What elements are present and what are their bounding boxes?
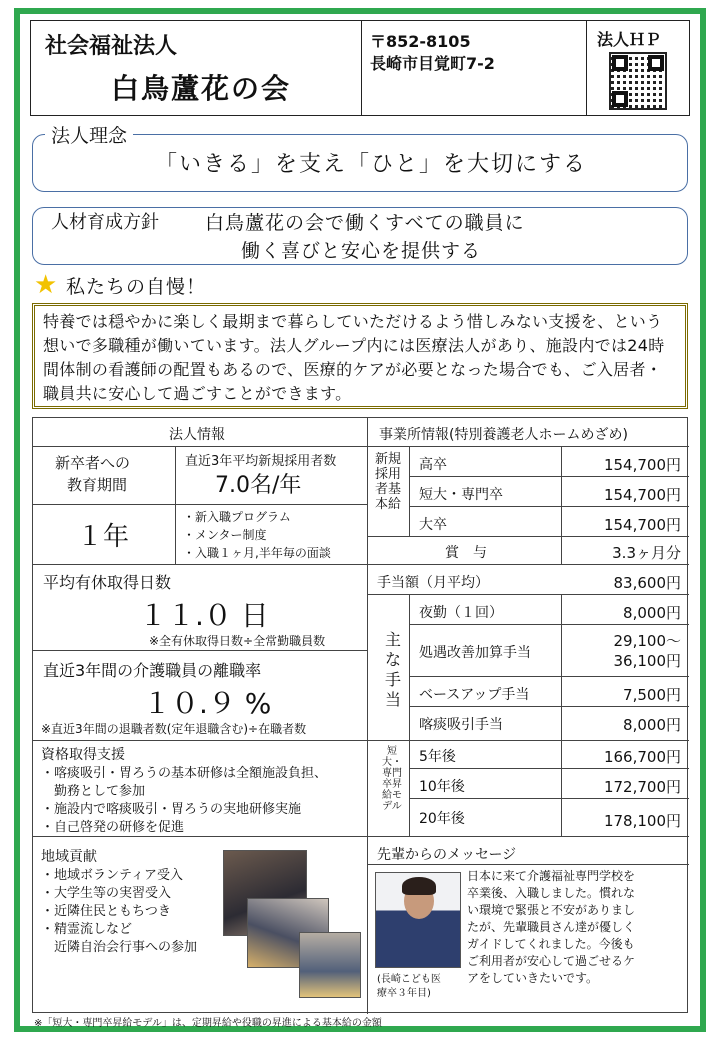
program-item: ・メンター制度 [183, 528, 267, 542]
philosophy-text: 「いきる」を支え「ひと」を大切にする [155, 152, 588, 177]
org-name-box [30, 20, 362, 116]
salary-value: 154,700円 [603, 456, 681, 474]
community-item: ・近隣住民ともちつき [41, 904, 171, 919]
corp-info-title: 法人情報 [169, 427, 225, 443]
training-policy-box [32, 207, 688, 265]
message-line: ご利用者が安心して過ごせるケ [467, 954, 636, 968]
salary-label: 大卒 [419, 517, 447, 533]
qualification-item: ・自己啓発の研修を促進 [41, 820, 185, 835]
training-period-label-1: 新卒者への [55, 454, 131, 472]
photo-caption: (長崎こども医 [377, 974, 441, 985]
leave-value: １１.０ 日 [139, 599, 269, 632]
message-line: 日本に来て介護福祉専門学校を [467, 869, 636, 883]
address-box [361, 20, 587, 116]
starting-salary-label: 新規採用者基本給 [374, 452, 401, 512]
bonus-label: 賞 与 [445, 545, 487, 561]
star-icon: ★ [34, 270, 58, 300]
address: 長崎市目覚町7-2 [370, 54, 495, 73]
senior-staff-photo [375, 872, 461, 968]
turnover-note: ※直近3年間の退職者数(定年退職含む)÷在職者数 [41, 722, 307, 736]
message-title: 先輩からのメッセージ [377, 847, 517, 863]
qualification-item: ・喀痰吸引・胃ろうの基本研修は全額施設負担、 [41, 766, 328, 781]
program-item: ・新入職プログラム [183, 510, 291, 524]
community-photo [299, 932, 361, 998]
raise-value: 166,700円 [603, 748, 681, 766]
message-line: 卒業後、入職しました。慣れな [467, 886, 636, 900]
main-allowances-label: 主な手当 [385, 630, 402, 709]
message-line: い環境で緊張と不安がありまし [467, 903, 636, 917]
qr-code-icon[interactable] [609, 52, 667, 110]
qualification-item: ・施設内で喀痰吸引・胃ろうの実地研修実施 [41, 802, 302, 817]
raise-value: 172,700円 [603, 778, 681, 796]
salary-value: 154,700円 [603, 486, 681, 504]
office-info-title: 事業所情報(特別養護老人ホームめざめ) [379, 427, 628, 443]
allowance-value: 7,500円 [623, 686, 681, 704]
info-grid [32, 417, 688, 1013]
bonus-value: 3.3ヶ月分 [612, 544, 681, 562]
allowance-value: 8,000円 [623, 716, 681, 734]
qualification-item: 勤務として参加 [41, 784, 146, 799]
raise-value: 178,100円 [603, 812, 681, 830]
raise-label: 5年後 [419, 749, 456, 765]
hires-label: 直近3年平均新規採用者数 [185, 454, 337, 469]
community-item: ・精霊流しなど [41, 922, 133, 937]
allowance-label: ベースアップ手当 [419, 687, 530, 703]
postal-code: 〒852-8105 [370, 32, 471, 51]
qualification-title: 資格取得支援 [41, 747, 125, 763]
salary-label: 高卒 [419, 457, 447, 473]
training-policy-label: 人材育成方針 [45, 208, 165, 234]
photo-caption: 療卒３年目) [377, 988, 431, 999]
message-line: アをしていきたいです。 [467, 971, 599, 985]
allowance-label: 夜勤（１回） [419, 605, 503, 621]
philosophy-label: 法人理念 [45, 121, 133, 148]
community-title: 地域貢献 [41, 849, 97, 865]
homepage-label: 法人ＨＰ [597, 30, 662, 49]
salary-label: 短大・専門卒 [419, 487, 503, 503]
allowance-total-value: 83,600円 [613, 574, 681, 592]
allowance-label: 処遇改善加算手当 [419, 645, 531, 661]
turnover-label: 直近3年間の介護職員の離職率 [43, 661, 262, 680]
org-type: 社会福祉法人 [45, 34, 178, 59]
org-name: 白鳥蘆花の会 [111, 72, 292, 105]
allowance-total-label: 手当額（月平均） [377, 575, 489, 591]
message-line: たが、先輩職員さん達が優しく [467, 920, 636, 934]
philosophy-box [32, 125, 688, 192]
message-text [467, 868, 685, 987]
allowance-value-2: 36,100円 [613, 652, 681, 670]
leave-label: 平均有休取得日数 [43, 573, 172, 592]
raise-label: 10年後 [419, 779, 465, 795]
allowance-label: 喀痰吸引手当 [419, 717, 503, 733]
hires-value: 7.0名/年 [215, 473, 302, 498]
salary-value: 154,700円 [603, 516, 681, 534]
pride-heading: 私たちの自慢！ [66, 276, 207, 298]
training-period-label-2: 教育期間 [67, 476, 128, 494]
training-policy-line1: 白鳥蘆花の会で働くすべての職員に [205, 212, 525, 234]
training-period-value: １年 [77, 522, 130, 552]
program-item: ・入職１ヶ月,半年毎の面談 [183, 546, 331, 560]
message-line: ガイドしてくれました。今後も [467, 937, 635, 951]
leave-note: ※全有休取得日数÷全常勤職員数 [149, 634, 326, 648]
community-item: ・地域ボランティア受入 [41, 868, 183, 883]
allowance-value: 8,000円 [623, 604, 681, 622]
raise-label: 20年後 [419, 811, 465, 827]
footnote: ※「短大・専門卒昇給モデル」は、定期昇給や役職の昇進による基本給の金額 [34, 1018, 382, 1029]
turnover-value: １０.９ % [143, 687, 272, 720]
training-policy-line2: 働く喜びと安心を提供する [241, 240, 482, 262]
community-item: ・大学生等の実習受入 [41, 886, 172, 901]
raise-model-label: 短大・専門卒昇給モデル [382, 746, 402, 812]
pride-text: 特養では穏やかに楽しく最期まで暮らしていただけるよう惜しみない支援を、という想いで多職種が働いています。法人グループ内には医療法人があり、施設内では24時間体制の看護師の配置もあるので、医療的ケアが必要となった場合でも、ご入居者・職員共に安心して過ごすことができます。 [32, 303, 688, 409]
allowance-value: 29,100～ [613, 632, 681, 650]
community-item: 近隣自治会行事への参加 [41, 940, 198, 955]
